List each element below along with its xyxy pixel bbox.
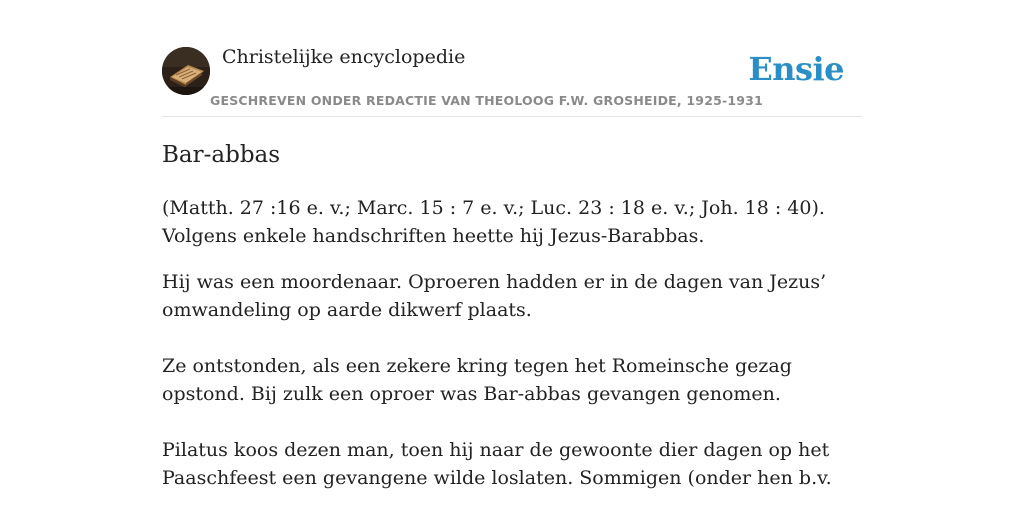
article-paragraph: Ze ontstonden, als een zekere kring tegen het Romeinsche gezag opstond. Bij zulk een oproer was Bar-abbas gevangen genomen. bbox=[162, 355, 792, 405]
site-subtitle: GESCHREVEN ONDER REDACTIE VAN THEOLOOG F.W. GROSHEIDE, 1925-1931 bbox=[210, 93, 763, 108]
article-paragraph: Hij was een moordenaar. Oproeren hadden er in de dagen van Jezus’ omwandeling op aarde dikwerf plaats. bbox=[162, 271, 827, 321]
site-header bbox=[162, 46, 862, 117]
encyclopedia-logo-avatar[interactable] bbox=[162, 47, 210, 95]
article-title: Bar-abbas bbox=[162, 142, 281, 168]
article-paragraph: Pilatus koos dezen man, toen hij naar de gewoonte dier dagen op het Paaschfeest een gevangene wilde loslaten. Sommigen (onder hen b.v. bbox=[162, 439, 832, 489]
book-image-icon bbox=[162, 47, 210, 95]
ensie-brand-logo[interactable]: Ensie bbox=[748, 50, 844, 88]
site-title[interactable]: Christelijke encyclopedie bbox=[222, 46, 466, 68]
article bbox=[162, 139, 862, 510]
article-paragraph: (Matth. 27 :16 e. v.; Marc. 15 : 7 e. v.; Luc. 23 : 18 e. v.; Joh. 18 : 40). Volgens enkele handschriften heette hij Jezus-Barabbas. bbox=[162, 197, 825, 247]
